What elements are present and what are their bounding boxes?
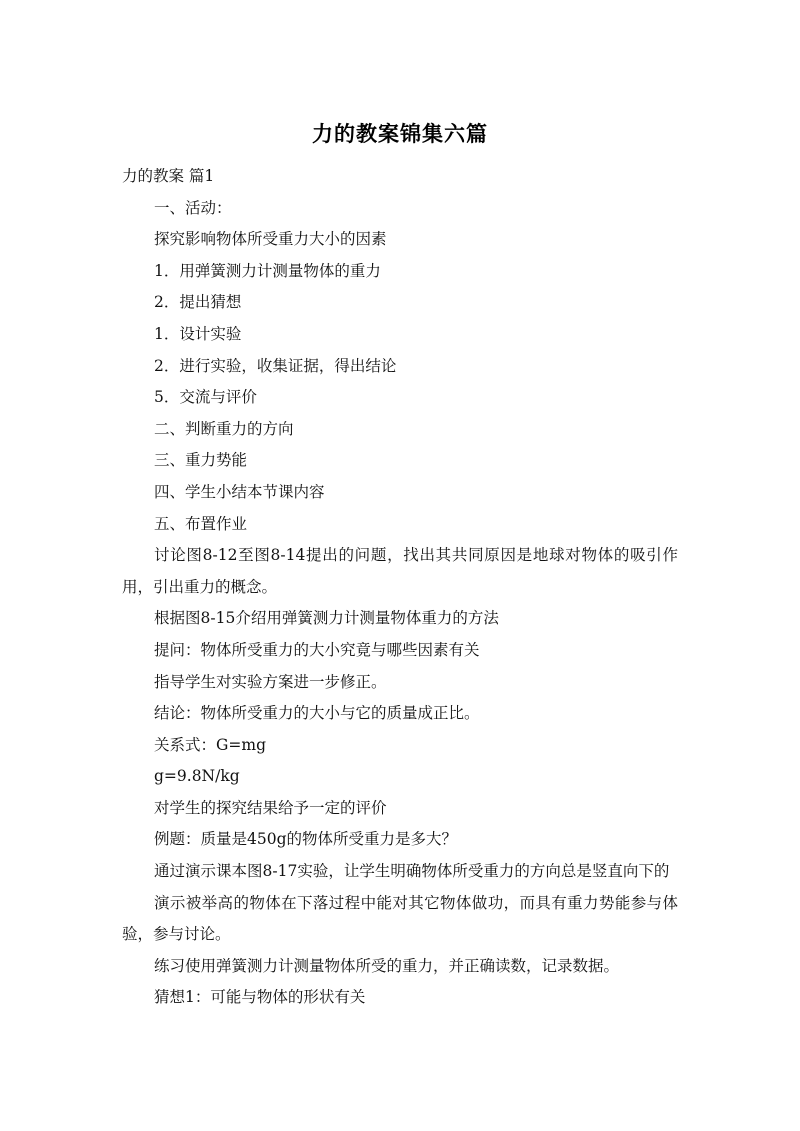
- paragraph: 指导学生对实验方案进一步修正。: [154, 672, 387, 691]
- paragraph: 探究影响物体所受重力大小的因素: [154, 230, 387, 249]
- paragraph: 根据图8-15介绍用弹簧测力计测量物体重力的方法: [154, 609, 499, 628]
- paragraph: 2．进行实验，收集证据，得出结论: [154, 356, 397, 375]
- paragraph: 对学生的探究结果给予一定的评价: [154, 798, 387, 817]
- document-title: 力的教案锦集六篇: [312, 122, 488, 146]
- paragraph: 五、布置作业: [154, 514, 248, 533]
- paragraph: 1．用弹簧测力计测量物体的重力: [154, 261, 381, 280]
- paragraph: 练习使用弹簧测力计测量物体所受的重力，并正确读数，记录数据。: [154, 956, 620, 975]
- paragraph: 演示被举高的物体在下落过程中能对其它物体做功，而具有重力势能参与体验，参与讨论。: [122, 893, 678, 944]
- paragraph: 通过演示课本图8-17实验，让学生明确物体所受重力的方向总是竖直向下的: [154, 862, 670, 881]
- paragraph: 四、学生小结本节课内容: [154, 482, 325, 501]
- paragraph: 讨论图8-12至图8-14提出的问题，找出其共同原因是地球对物体的吸引作用，引出重力的概念。: [122, 546, 678, 596]
- paragraph: 5．交流与评价: [154, 388, 257, 407]
- paragraph: 提问：物体所受重力的大小究竟与哪些因素有关: [154, 640, 480, 659]
- paragraph: 结论：物体所受重力的大小与它的质量成正比。: [154, 704, 480, 723]
- paragraph: 二、判断重力的方向: [154, 419, 294, 438]
- paragraph: 2．提出猜想: [154, 293, 242, 312]
- paragraph: 例题：质量是450g的物体所受重力是多大？: [154, 830, 458, 849]
- paragraph: 一、活动：: [154, 198, 232, 217]
- document-body: [122, 161, 678, 1014]
- paragraph: g=9.8N/kg: [154, 767, 240, 786]
- section-heading: 力的教案 篇1: [122, 167, 215, 185]
- paragraph: 1．设计实验: [154, 324, 242, 343]
- paragraph: 猜想1：可能与物体的形状有关: [154, 988, 366, 1007]
- paragraph: 三、重力势能: [154, 451, 248, 470]
- paragraph: 关系式：G=mg: [154, 735, 266, 754]
